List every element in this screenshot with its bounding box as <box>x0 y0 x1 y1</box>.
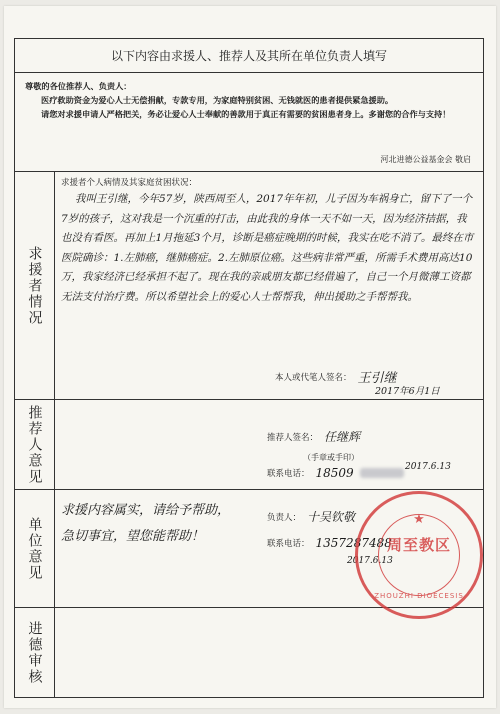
notice-signature: 河北进德公益基金会 敬启 <box>380 155 471 164</box>
recommender-sign-label: 推荐人签名： <box>267 432 319 443</box>
unit-date: 2017.6.13 <box>347 556 393 566</box>
recommender-sign-name: 任继辉 <box>324 430 361 444</box>
unit-label-cell <box>15 490 55 607</box>
applicant-row <box>15 172 483 400</box>
applicant-content <box>55 172 483 399</box>
applicant-date: 2017年6月1日 <box>375 386 440 397</box>
seal-star-icon: ★ <box>413 512 425 527</box>
recommender-label: 推荐人意见 <box>26 404 43 485</box>
unit-head-field <box>267 508 355 525</box>
seal-center-text: 周至教区 <box>386 536 451 554</box>
applicant-story: 我叫王引继，今年57岁，陕西周至人，2017年年初，儿子因为车祸身亡，留下了一个7岁的孩子，这对我是一个沉重的打击，由此我的身体一天不如一天，因为经济拮据，我也没有看医。再加上1月拖延3个月，诊断是癌症晚期的时候，我实在吃不消了。最终在市医院确诊：1.左肺癌，继肺癌症。2.左肺原位癌。这些病非常严重，所需手术费用高达10万，我家经济已经承担不起了。现在我的亲戚朋友都已经借遍了，自己一个月微薄工资都无法支付治疗费。所以希望社会上的爱心人士帮帮我，伸出援助之手帮帮我。 <box>61 193 474 303</box>
review-label: 进德审核 <box>26 620 43 685</box>
recommender-sign-note: （手章或手印） <box>303 453 359 462</box>
unit-phone: 1357287488 <box>315 536 392 550</box>
unit-label: 单位意见 <box>26 516 43 581</box>
recommender-row <box>15 400 483 490</box>
form-header <box>15 39 483 73</box>
notice-greeting: 尊敬的各位推荐人、负责人： <box>25 81 132 91</box>
applicant-intro: 求援者个人病情及其家庭贫困状况： <box>61 178 198 188</box>
applicant-sign-label: 本人或代笔人签名： <box>275 372 352 383</box>
form-title: 以下内容由求援人、推荐人及其所在单位负责人填写 <box>110 49 387 63</box>
unit-head-label: 负责人： <box>267 512 302 523</box>
unit-opinion: 求援内容属实，请给予帮助，急切事宜，望您能帮助！ <box>61 503 231 544</box>
seal-arc-text: ZHOUZHI DIOECESIS <box>374 592 464 600</box>
recommender-label-cell <box>15 400 55 489</box>
unit-head-sign: 十吴钦敬 <box>307 510 356 524</box>
recommender-phone: 18509 <box>315 466 354 480</box>
applicant-label: 求援者情况 <box>26 245 43 326</box>
review-row <box>15 608 483 697</box>
application-sheet <box>4 6 496 708</box>
review-label-cell <box>15 608 55 697</box>
applicant-label-cell <box>15 172 55 399</box>
recommender-phone-label: 联系电话： <box>267 469 310 479</box>
unit-content <box>55 490 483 607</box>
church-seal <box>355 491 483 619</box>
unit-row <box>15 490 483 608</box>
notice-section <box>15 73 483 172</box>
phone-redaction <box>360 468 404 478</box>
notice-line-2: 请您对求援申请人严格把关，务必让爱心人士奉献的善款用于真正有需要的贫困患者身上。多谢您的合作与支持！ <box>41 109 451 119</box>
recommender-sign-field <box>267 428 360 445</box>
applicant-sign-name: 王引继 <box>357 371 397 386</box>
notice-line-1: 医疗救助资金为爱心人士无偿捐献，专款专用，为家庭特别贫困、无钱就医的患者提供紧急援助。 <box>41 95 394 105</box>
review-content <box>55 608 483 697</box>
form-frame <box>14 38 484 698</box>
recommender-date: 2017.6.13 <box>405 462 451 472</box>
recommender-content <box>55 400 483 489</box>
unit-phone-label: 联系电话： <box>267 539 310 549</box>
recommender-phone-field <box>267 466 404 480</box>
